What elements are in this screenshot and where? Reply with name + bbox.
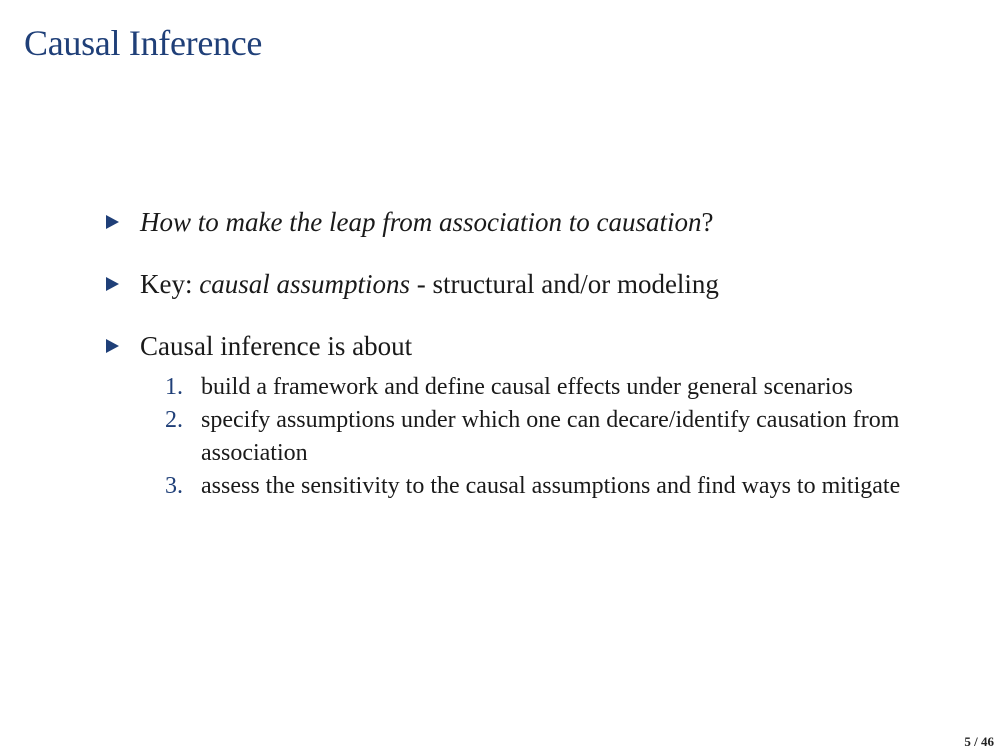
bullet-list (106, 205, 926, 503)
bullet-text: Causal inference is about (140, 331, 413, 361)
enumerated-item (140, 404, 921, 470)
enumerated-number: 1. (165, 374, 183, 400)
triangle-bullet-icon (106, 215, 119, 229)
triangle-bullet-icon (106, 339, 119, 353)
enumerated-text: assess the sensitivity to the causal assumptions and find ways to mitigate (201, 473, 901, 499)
triangle-bullet-icon (106, 277, 119, 291)
bullet-item-about (106, 329, 926, 503)
bullet-suffix-text: ? (701, 207, 714, 237)
bullet-item-key (106, 267, 926, 301)
enumerated-item (140, 470, 921, 503)
enumerated-item (140, 371, 921, 404)
bullet-suffix-text: - structural and/or modeling (410, 269, 719, 299)
enumerated-number: 3. (165, 473, 183, 499)
enumerated-text: build a framework and define causal effects under general scenarios (201, 374, 853, 400)
enumerated-number: 2. (165, 407, 183, 433)
bullet-italic-text: How to make the leap from association to causation (140, 207, 702, 237)
slide-title: Causal Inference (24, 23, 263, 63)
bullet-item-question (106, 205, 926, 239)
enumerated-list (140, 371, 926, 503)
bullet-italic-text: causal assumptions (199, 269, 411, 299)
page-number: 5 / 46 (964, 734, 994, 749)
bullet-prefix-text: Key: (140, 269, 200, 299)
enumerated-text: specify assumptions under which one can decare/identify causation from association (201, 407, 900, 466)
